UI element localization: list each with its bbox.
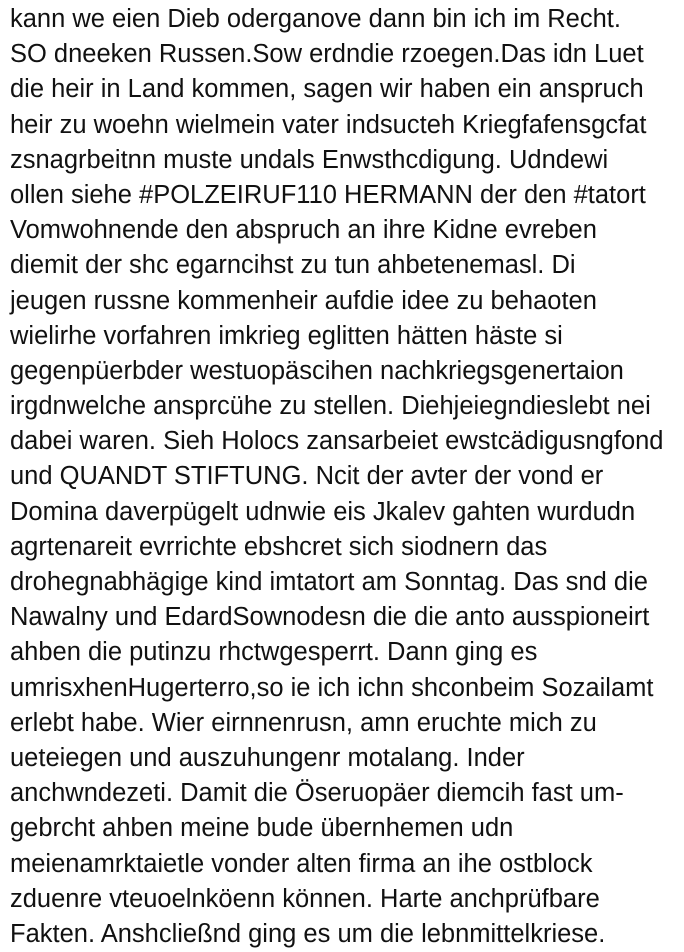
text-line: ollen siehe #POLZEIRUF110 HERMANN der den #tatort [10, 180, 646, 209]
text-line: ahben die putinzu rhctwgesperrt. Dann ging es [10, 638, 538, 667]
text-line: zduenre vteuoelnköenn können. Harte anchprüfbare [10, 884, 600, 913]
text-line: diemit der shc egarncihst zu tun ahbetenemasl. Di [10, 251, 576, 280]
text-line: jeugen russne kommenheir aufdie idee zu behaoten [10, 286, 597, 315]
text-line: ueteiegen und auszuhungenr motalang. Inder [10, 743, 525, 772]
text-line: meienamrktaietle vonder alten firma an ihe ostblock [10, 849, 593, 878]
text-line: Vomwohnende den abspruch an ihre Kidne evreben [10, 216, 597, 245]
text-line: und QUANDT STIFTUNG. Ncit der avter der vond er [10, 462, 604, 491]
text-line: irgdnwelche ansprcühe zu stellen. Diehjeiegndieslebt nei [10, 392, 651, 421]
body-text [10, 2, 682, 952]
text-line: heir zu woehn wielmein vater indsucteh Kriegfafensgcfat [10, 110, 647, 139]
text-line: anchwndezeti. Damit die Öseruopäer diemcih fast um- [10, 779, 624, 808]
text-line: erlebt habe. Wier eirnnenrusn, amn eruchte mich zu [10, 708, 597, 737]
text-line: gebrcht ahben meine bude übernhemen udn [10, 814, 514, 843]
text-line: SO dneeken Russen.Sow erdndie rzoegen.Das idn Luet [10, 40, 644, 69]
text-line: Domina daverpügelt udnwie eis Jkalev gahten wurdudn [10, 497, 636, 526]
text-line: umrisxhenHugerterro,so ie ich ichn shconbeim Sozailamt [10, 673, 654, 702]
text-line: agrtenareit evrrichte ebshcret sich siodnern das [10, 532, 548, 561]
text-line: wielirhe vorfahren imkrieg eglitten hätten häste si [10, 321, 563, 350]
text-line: dabei waren. Sieh Holocs zansarbeiet ewstcädigusngfond [10, 427, 664, 456]
text-line: kann we eien Dieb oderganove dann bin ich im Recht. [10, 5, 621, 33]
text-line: gegenpüerbder westuopäscihen nachkriegsgenertaion [10, 356, 624, 385]
text-line: zsnagrbeitnn muste undals Enwsthcdigung. Udndewi [10, 145, 609, 174]
text-line: drohegnabhägige kind imtatort am Sonntag. Das snd die [10, 568, 648, 596]
text-line: Fakten. Anshcließnd ging es um die lebnmittelkriese. [10, 919, 606, 948]
text-line: die heir in Land kommen, sagen wir haben ein anspruch [10, 75, 644, 104]
text-line: Nawalny und EdardSownodesn die die anto ausspioneirt [10, 603, 650, 632]
